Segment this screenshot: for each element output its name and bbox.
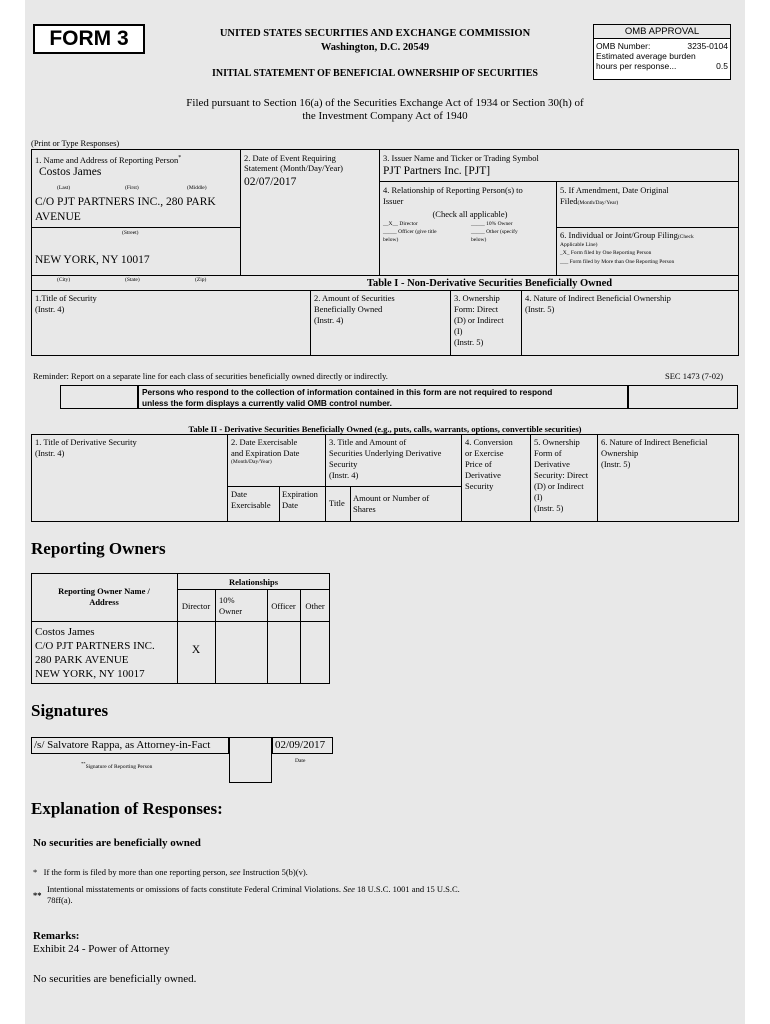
box6-option-more: ___ Form filed by More than One Reporting Person xyxy=(560,259,675,265)
omb-hours-label: hours per response... xyxy=(596,61,677,71)
reporting-owners-heading: Reporting Owners xyxy=(31,539,166,558)
officer-below: below) xyxy=(383,237,399,243)
persons-right-box xyxy=(628,385,738,409)
commission-location: Washington, D.C. 20549 xyxy=(320,42,430,53)
date-caption: Date xyxy=(295,758,306,764)
print-type-note: (Print or Type Responses) xyxy=(31,138,120,148)
first-caption: (First) xyxy=(125,185,139,191)
director-mark: X xyxy=(191,644,201,656)
other-header: Other xyxy=(305,601,325,611)
signatures-heading: Signatures xyxy=(31,701,109,720)
ten-pct-owner-header: 10% Owner xyxy=(219,595,243,616)
omb-burden-label: Estimated average burden xyxy=(596,51,696,61)
reminder-text: Reminder: Report on a separate line for each class of securities beneficially owned directly or indirectly. xyxy=(33,371,388,381)
table2-col5: 5. Ownership Form of Derivative Security: Direct (D) or Indirect (I) (Instr. 5) xyxy=(534,437,589,513)
box4-label-line1: 4. Relationship of Reporting Person(s) to xyxy=(383,185,523,195)
middle-caption: (Middle) xyxy=(187,185,207,191)
box6-label: 6. Individual or Joint/Group Filing(Check xyxy=(560,230,694,240)
owner-name-header: Reporting Owner Name / Address xyxy=(58,586,150,607)
remarks-label: Remarks: xyxy=(33,930,80,942)
omb-approval-box xyxy=(593,24,731,80)
city-caption: (City) xyxy=(57,277,71,283)
box5-filed: Filed(Month/Day/Year) xyxy=(560,196,619,206)
form-label-box xyxy=(33,24,145,54)
table1-title: Table I - Non-Derivative Securities Beneficially Owned xyxy=(366,278,613,289)
signature-caption: **Signature of Reporting Person xyxy=(81,761,153,770)
box6-option-one: _X_ Form filed by One Reporting Person xyxy=(560,250,652,256)
address-line2: AVENUE xyxy=(35,211,81,223)
table2-col4: 4. Conversion or Exercise Price of Derivative Security xyxy=(465,437,513,491)
footnote-1: * If the form is filed by more than one reporting person, see Instruction 5(b)(v). xyxy=(33,867,308,877)
other-checkbox: _____ Other (specify xyxy=(471,229,518,235)
remarks-line2: No securities are beneficially owned. xyxy=(33,973,197,985)
other-below: below) xyxy=(471,237,487,243)
owner-address: Costos James C/O PJT PARTNERS INC. 280 PARK AVENUE NEW YORK, NY 10017 xyxy=(35,626,155,680)
statement-title: INITIAL STATEMENT OF BENEFICIAL OWNERSHIP OF SECURITIES xyxy=(211,68,538,79)
table1-col2: 2. Amount of Securities Beneficially Owned (Instr. 4) xyxy=(314,293,395,325)
footnote-2-mark: ** xyxy=(33,890,42,900)
event-date: 02/07/2017 xyxy=(244,176,297,188)
table2-col3: 3. Title and Amount of Securities Underlying Derivative Security (Instr. 4) xyxy=(329,437,442,480)
sec-number: SEC 1473 (7-02) xyxy=(665,371,724,381)
footnote-2: Intentional misstatements or omissions of facts constitute Federal Criminal Violations. See 18 U.S.C. 1001 and 15 U.S.C. 78ff(a). xyxy=(47,884,460,905)
signature-value: /s/ Salvatore Rappa, as Attorney-in-Fact xyxy=(34,739,211,751)
box5-label: 5. If Amendment, Date Original xyxy=(560,185,669,195)
box6-applicable: Applicable Line) xyxy=(560,242,598,248)
explanation-no-securities: No securities are beneficially owned xyxy=(33,837,201,849)
table2-col2-date-exercisable: Date Exercisable xyxy=(231,489,271,510)
table2-col6: 6. Nature of Indirect Beneficial Ownership (Instr. 5) xyxy=(601,437,708,469)
state-caption: (State) xyxy=(125,277,140,283)
director-checkbox: __X__ Director xyxy=(383,221,418,227)
omb-number-value: 3235-0104 xyxy=(687,41,728,51)
table2-title: Table II - Derivative Securities Beneficially Owned (e.g., puts, calls, warrants, options, convertible securities) xyxy=(188,424,582,434)
form-page xyxy=(25,0,745,1024)
filed-pursuant-line1: Filed pursuant to Section 16(a) of the Securities Exchange Act of 1934 or Section 30(h) of xyxy=(186,97,584,109)
table2-col3-title: Title xyxy=(329,498,345,508)
box2-label-line2: Statement (Month/Day/Year) xyxy=(244,163,343,173)
remarks-line1: Exhibit 24 - Power of Attorney xyxy=(33,943,170,955)
street-caption: (Street) xyxy=(122,230,139,236)
commission-name: UNITED STATES SECURITIES AND EXCHANGE COMMISSION xyxy=(219,28,531,39)
box2-label-line1: 2. Date of Event Requiring xyxy=(244,153,336,163)
last-caption: (Last) xyxy=(57,185,71,191)
table2-col1: 1. Title of Derivative Security (Instr. 4) xyxy=(35,437,137,458)
omb-hours-value: 0.5 xyxy=(716,61,728,71)
director-header: Director xyxy=(181,601,211,611)
ten-pct-owner-checkbox: _____ 10% Owner xyxy=(471,221,513,227)
table1-col1: 1.Title of Security (Instr. 4) xyxy=(35,293,97,314)
omb-number-label: OMB Number: xyxy=(596,41,651,51)
signature-spacer-box xyxy=(229,737,272,783)
signature-date: 02/09/2017 xyxy=(275,739,326,751)
table2-col2: 2. Date Exercisable and Expiration Date (Month/Day/Year) xyxy=(231,437,300,465)
relationships-header: Relationships xyxy=(228,577,279,587)
persons-left-box xyxy=(60,385,138,409)
filed-pursuant-line2: the Investment Company Act of 1940 xyxy=(302,110,468,122)
table1-col4: 4. Nature of Indirect Beneficial Ownership (Instr. 5) xyxy=(525,293,671,314)
issuer-name: PJT Partners Inc. [PJT] xyxy=(383,165,491,177)
check-all-applicable: (Check all applicable) xyxy=(432,209,508,219)
form-label: FORM 3 xyxy=(49,27,129,50)
city-state-zip: NEW YORK, NY 10017 xyxy=(35,254,150,266)
officer-checkbox: _____ Officer (give title xyxy=(383,229,437,235)
table2-col3-amount: Amount or Number of Shares xyxy=(353,493,430,514)
table1-col3: 3. Ownership Form: Direct (D) or Indirect (I) (Instr. 5) xyxy=(454,293,504,347)
persons-notice: Persons who respond to the collection of information contained in this form are not required to respond unless the form displays a currently valid OMB control number. xyxy=(138,385,628,409)
box1-label: 1. Name and Address of Reporting Person* xyxy=(35,154,182,165)
reporting-person-name: Costos James xyxy=(39,166,102,178)
zip-caption: (Zip) xyxy=(195,277,207,283)
table2-col2-expiration-date: Expiration Date xyxy=(282,489,318,510)
officer-header: Officer xyxy=(271,601,296,611)
explanation-heading: Explanation of Responses: xyxy=(31,799,223,818)
box4-label-line2: Issuer xyxy=(383,196,404,206)
box3-label: 3. Issuer Name and Ticker or Trading Symbol xyxy=(383,153,539,163)
address-line1: C/O PJT PARTNERS INC., 280 PARK xyxy=(35,196,216,208)
omb-title: OMB APPROVAL xyxy=(594,25,730,39)
